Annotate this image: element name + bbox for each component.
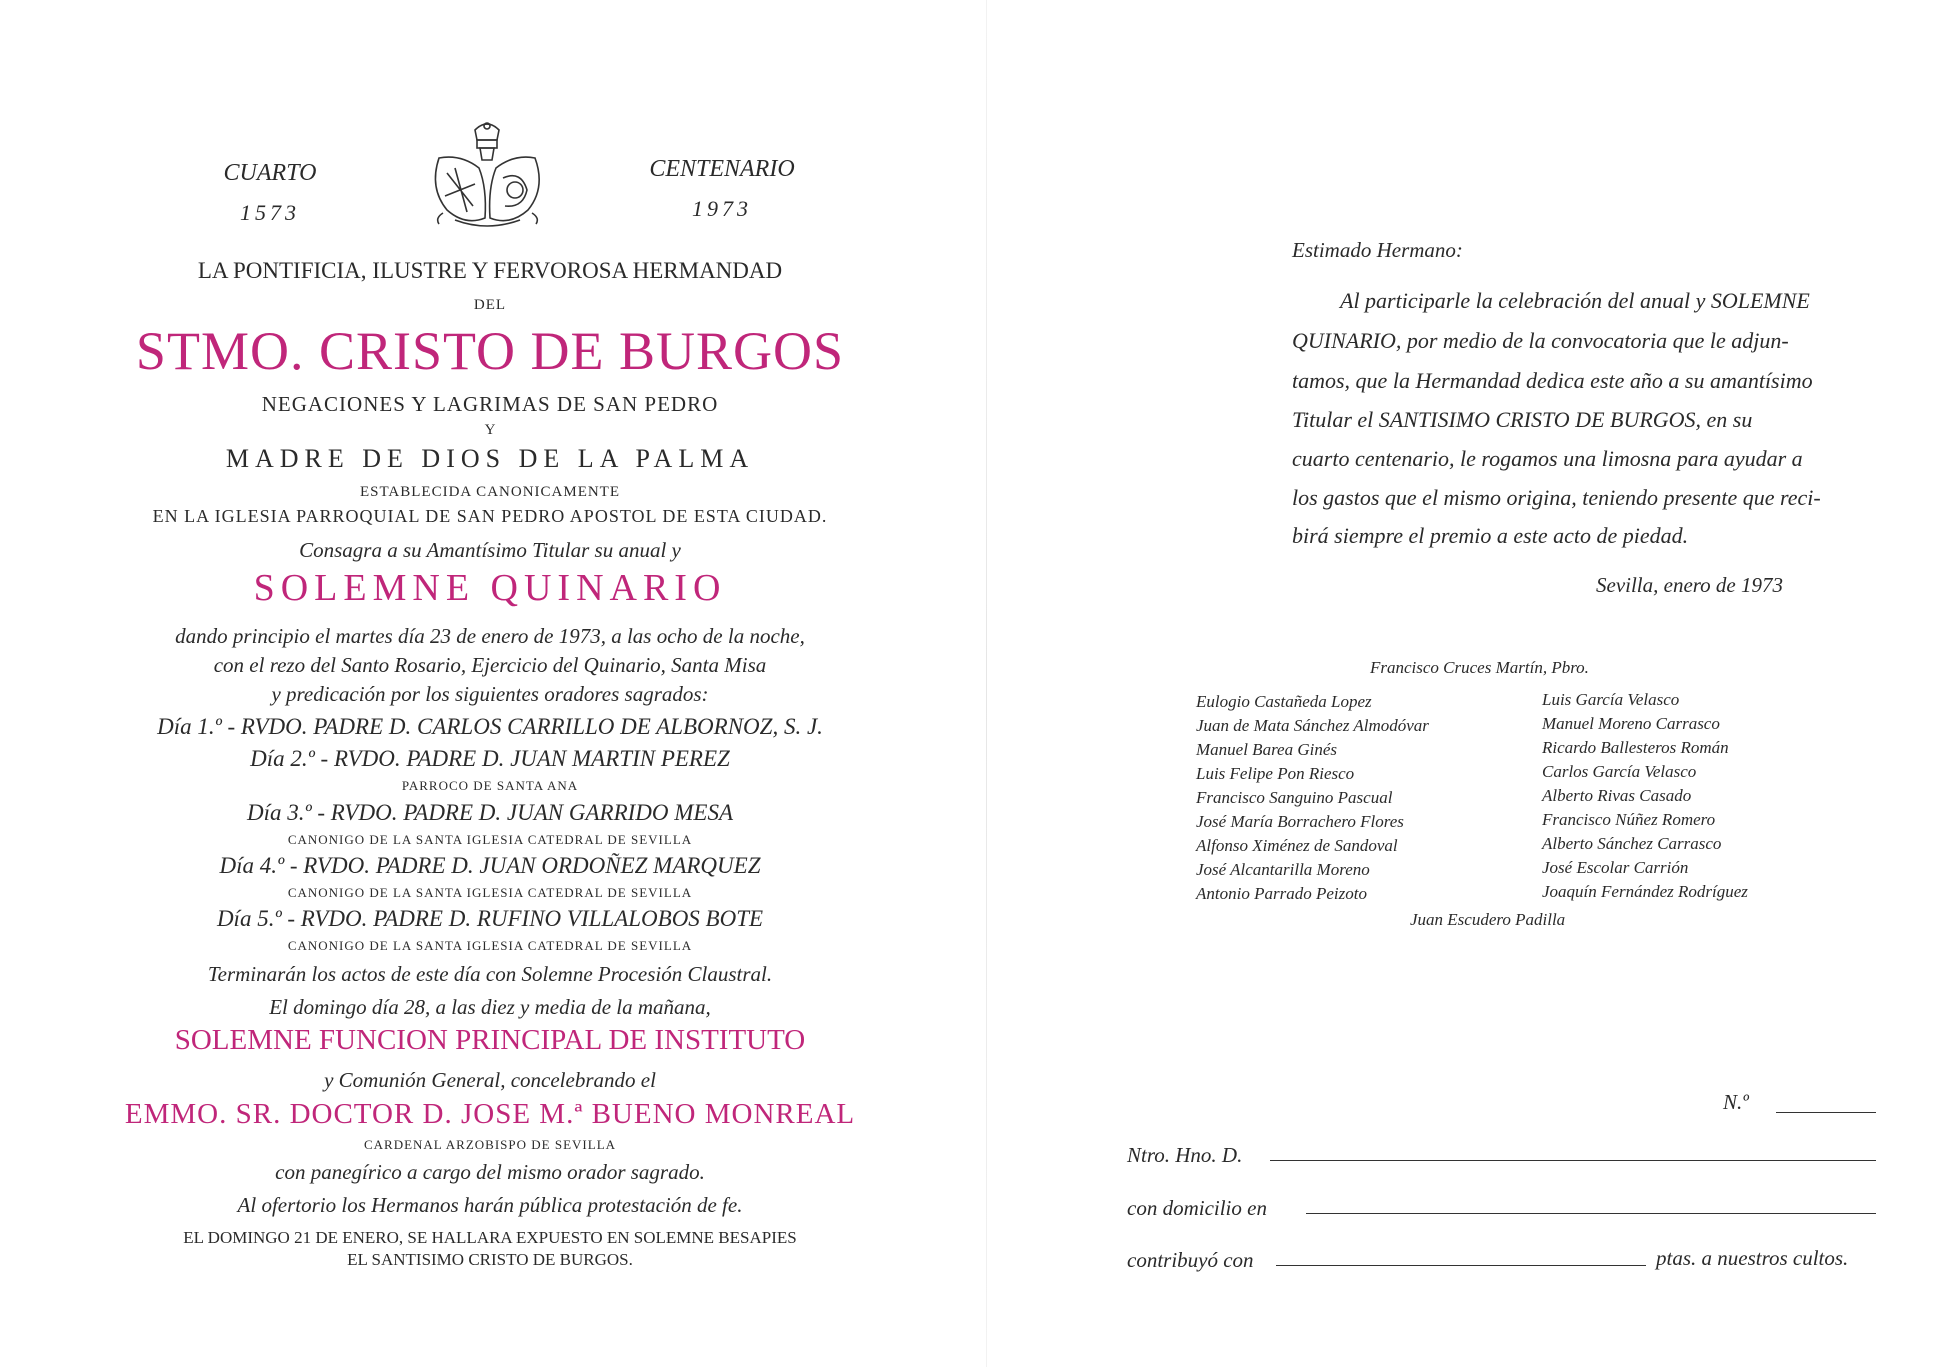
madre-de-dios-line: MADRE DE DIOS DE LA PALMA [225,444,755,473]
place-date: Sevilla, enero de 1973 [1596,573,1784,597]
ptas-label: ptas. a nuestros cultos. [1656,1246,1849,1270]
letter-line-4: Titular el SANTISIMO CRISTO DE BURGOS, en su [1292,407,1753,432]
letter-line-3: tamos, que la Hermandad dedica este año a su amantísimo [1292,368,1813,393]
panegirico-line: con panegírico a cargo del mismo orador sagrado. [275,1160,705,1184]
list-item: Eulogio Castañeda Lopez [1196,692,1372,711]
besapies-line-2: EL SANTISIMO CRISTO DE BURGOS. [347,1250,633,1269]
day-3-sub: CANONIGO DE LA SANTA IGLESIA CATEDRAL DE SEVILLA [287,832,693,847]
hno-label: Ntro. Hno. D. [1127,1143,1243,1167]
day-1: Día 1.º - RVDO. PADRE D. CARLOS CARRILLO DE ALBORNOZ, S. J. [157,714,823,739]
del-line: DEL [473,297,507,313]
cardenal-line: CARDENAL ARZOBISPO DE SEVILLA [363,1137,617,1152]
list-item: Juan de Mata Sánchez Almodóvar [1196,716,1429,735]
contribuyo-amount-field[interactable] [1276,1265,1646,1266]
list-item: Ricardo Ballesteros Román [1542,738,1729,757]
day-3: Día 3.º - RVDO. PADRE D. JUAN GARRIDO MESA [247,800,733,825]
list-item: Luis García Velasco [1542,690,1680,709]
day-5-sub: CANONIGO DE LA SANTA IGLESIA CATEDRAL DE SEVILLA [287,938,693,953]
comunion-line: y Comunión General, concelebrando el [324,1068,656,1092]
list-item: Joaquín Fernández Rodríguez [1542,882,1748,901]
list-item: Manuel Moreno Carrasco [1542,714,1720,733]
consagra-line: Consagra a su Amantísimo Titular su anual y [299,538,681,562]
day-2: Día 2.º - RVDO. PADRE D. JUAN MARTIN PEREZ [250,746,730,771]
numero-label: N.º [1723,1090,1749,1114]
year-1973: 1973 [692,196,752,221]
list-item: Alfonso Ximénez de Sandoval [1196,836,1398,855]
name-last: Juan Escudero Padilla [1410,910,1566,929]
names-column-left [1196,690,1429,906]
greeting: Estimado Hermano: [1292,238,1463,262]
letter-line-6: los gastos que el mismo origina, teniendo presente que reci- [1292,485,1821,510]
day-2-sub: PARROCO DE SANTA ANA [401,778,579,793]
list-item: Carlos García Velasco [1542,762,1697,781]
list-item: Francisco Sanguino Pascual [1196,788,1393,807]
header-centenario: CENTENARIO [649,156,795,182]
hermandad-line: LA PONTIFICIA, ILUSTRE Y FERVOROSA HERMANDAD [197,258,783,283]
day-4: Día 4.º - RVDO. PADRE D. JUAN ORDOÑEZ MARQUEZ [219,853,761,878]
y-line: Y [484,422,496,438]
intro-line-1: dando principio el martes día 23 de enero de 1973, a las ocho de la noche, [175,624,805,648]
names-column-right [1542,688,1748,904]
brotherhood-crest-icon [425,118,550,233]
page-fold [986,0,987,1367]
establecida-line: ESTABLECIDA CANONICAMENTE [359,484,621,500]
numero-field[interactable] [1776,1112,1876,1113]
negaciones-line: NEGACIONES Y LAGRIMAS DE SAN PEDRO [261,392,719,416]
letter-line-2: QUINARIO, por medio de la convocatoria que le adjun- [1292,328,1789,353]
domicilio-field[interactable] [1306,1213,1876,1214]
main-title: STMO. CRISTO DE BURGOS [135,321,845,381]
letter-line-1: Al participarle la celebración del anual y SOLEMNE [1340,288,1810,313]
list-item: Antonio Parrado Peizoto [1196,884,1367,903]
emmo-line: EMMO. SR. DOCTOR D. JOSE M.ª BUENO MONREAL [124,1098,856,1130]
year-1573: 1573 [240,200,300,225]
hno-name-field[interactable] [1270,1160,1876,1161]
funcion-principal: SOLEMNE FUNCION PRINCIPAL DE INSTITUTO [174,1024,806,1056]
list-item: Manuel Barea Ginés [1196,740,1338,759]
header-cuarto: CUARTO [223,160,317,186]
domingo-line: El domingo día 28, a las diez y media de la mañana, [269,995,711,1019]
intro-line-2: con el rezo del Santo Rosario, Ejercicio del Quinario, Santa Misa [213,653,767,677]
iglesia-line: EN LA IGLESIA PARROQUIAL DE SAN PEDRO APOSTOL DE ESTA CIUDAD. [152,506,828,526]
letter-line-7: birá siempre el premio a este acto de piedad. [1292,523,1689,548]
list-item: Francisco Núñez Romero [1542,810,1716,829]
besapies-line: EL DOMINGO 21 DE ENERO, SE HALLARA EXPUESTO EN SOLEMNE BESAPIES [183,1228,797,1247]
day-4-sub: CANONIGO DE LA SANTA IGLESIA CATEDRAL DE SEVILLA [287,885,693,900]
list-item: José Alcantarilla Moreno [1196,860,1370,879]
intro-line-3: y predicación por los siguientes oradores sagrados: [271,682,709,706]
letter-line-5: cuarto centenario, le rogamos una limosna para ayudar a [1292,446,1803,471]
solemne-quinario: SOLEMNE QUINARIO [253,567,727,609]
donation-letter-page [990,0,1959,1367]
list-item: Luis Felipe Pon Riesco [1196,764,1355,783]
list-item: José Escolar Carrión [1542,858,1689,877]
signer: Francisco Cruces Martín, Pbro. [1370,658,1589,677]
procesion-line: Terminarán los actos de este día con Solemne Procesión Claustral. [207,962,773,986]
list-item: José María Borrachero Flores [1196,812,1404,831]
contribuyo-label: contribuyó con [1127,1248,1254,1272]
list-item: Alberto Sánchez Carrasco [1542,834,1722,853]
domicilio-label: con domicilio en [1127,1196,1267,1220]
list-item: Alberto Rivas Casado [1542,786,1692,805]
day-5: Día 5.º - RVDO. PADRE D. RUFINO VILLALOBOS BOTE [216,906,764,931]
ofertorio-line: Al ofertorio los Hermanos harán pública protestación de fe. [237,1193,743,1217]
